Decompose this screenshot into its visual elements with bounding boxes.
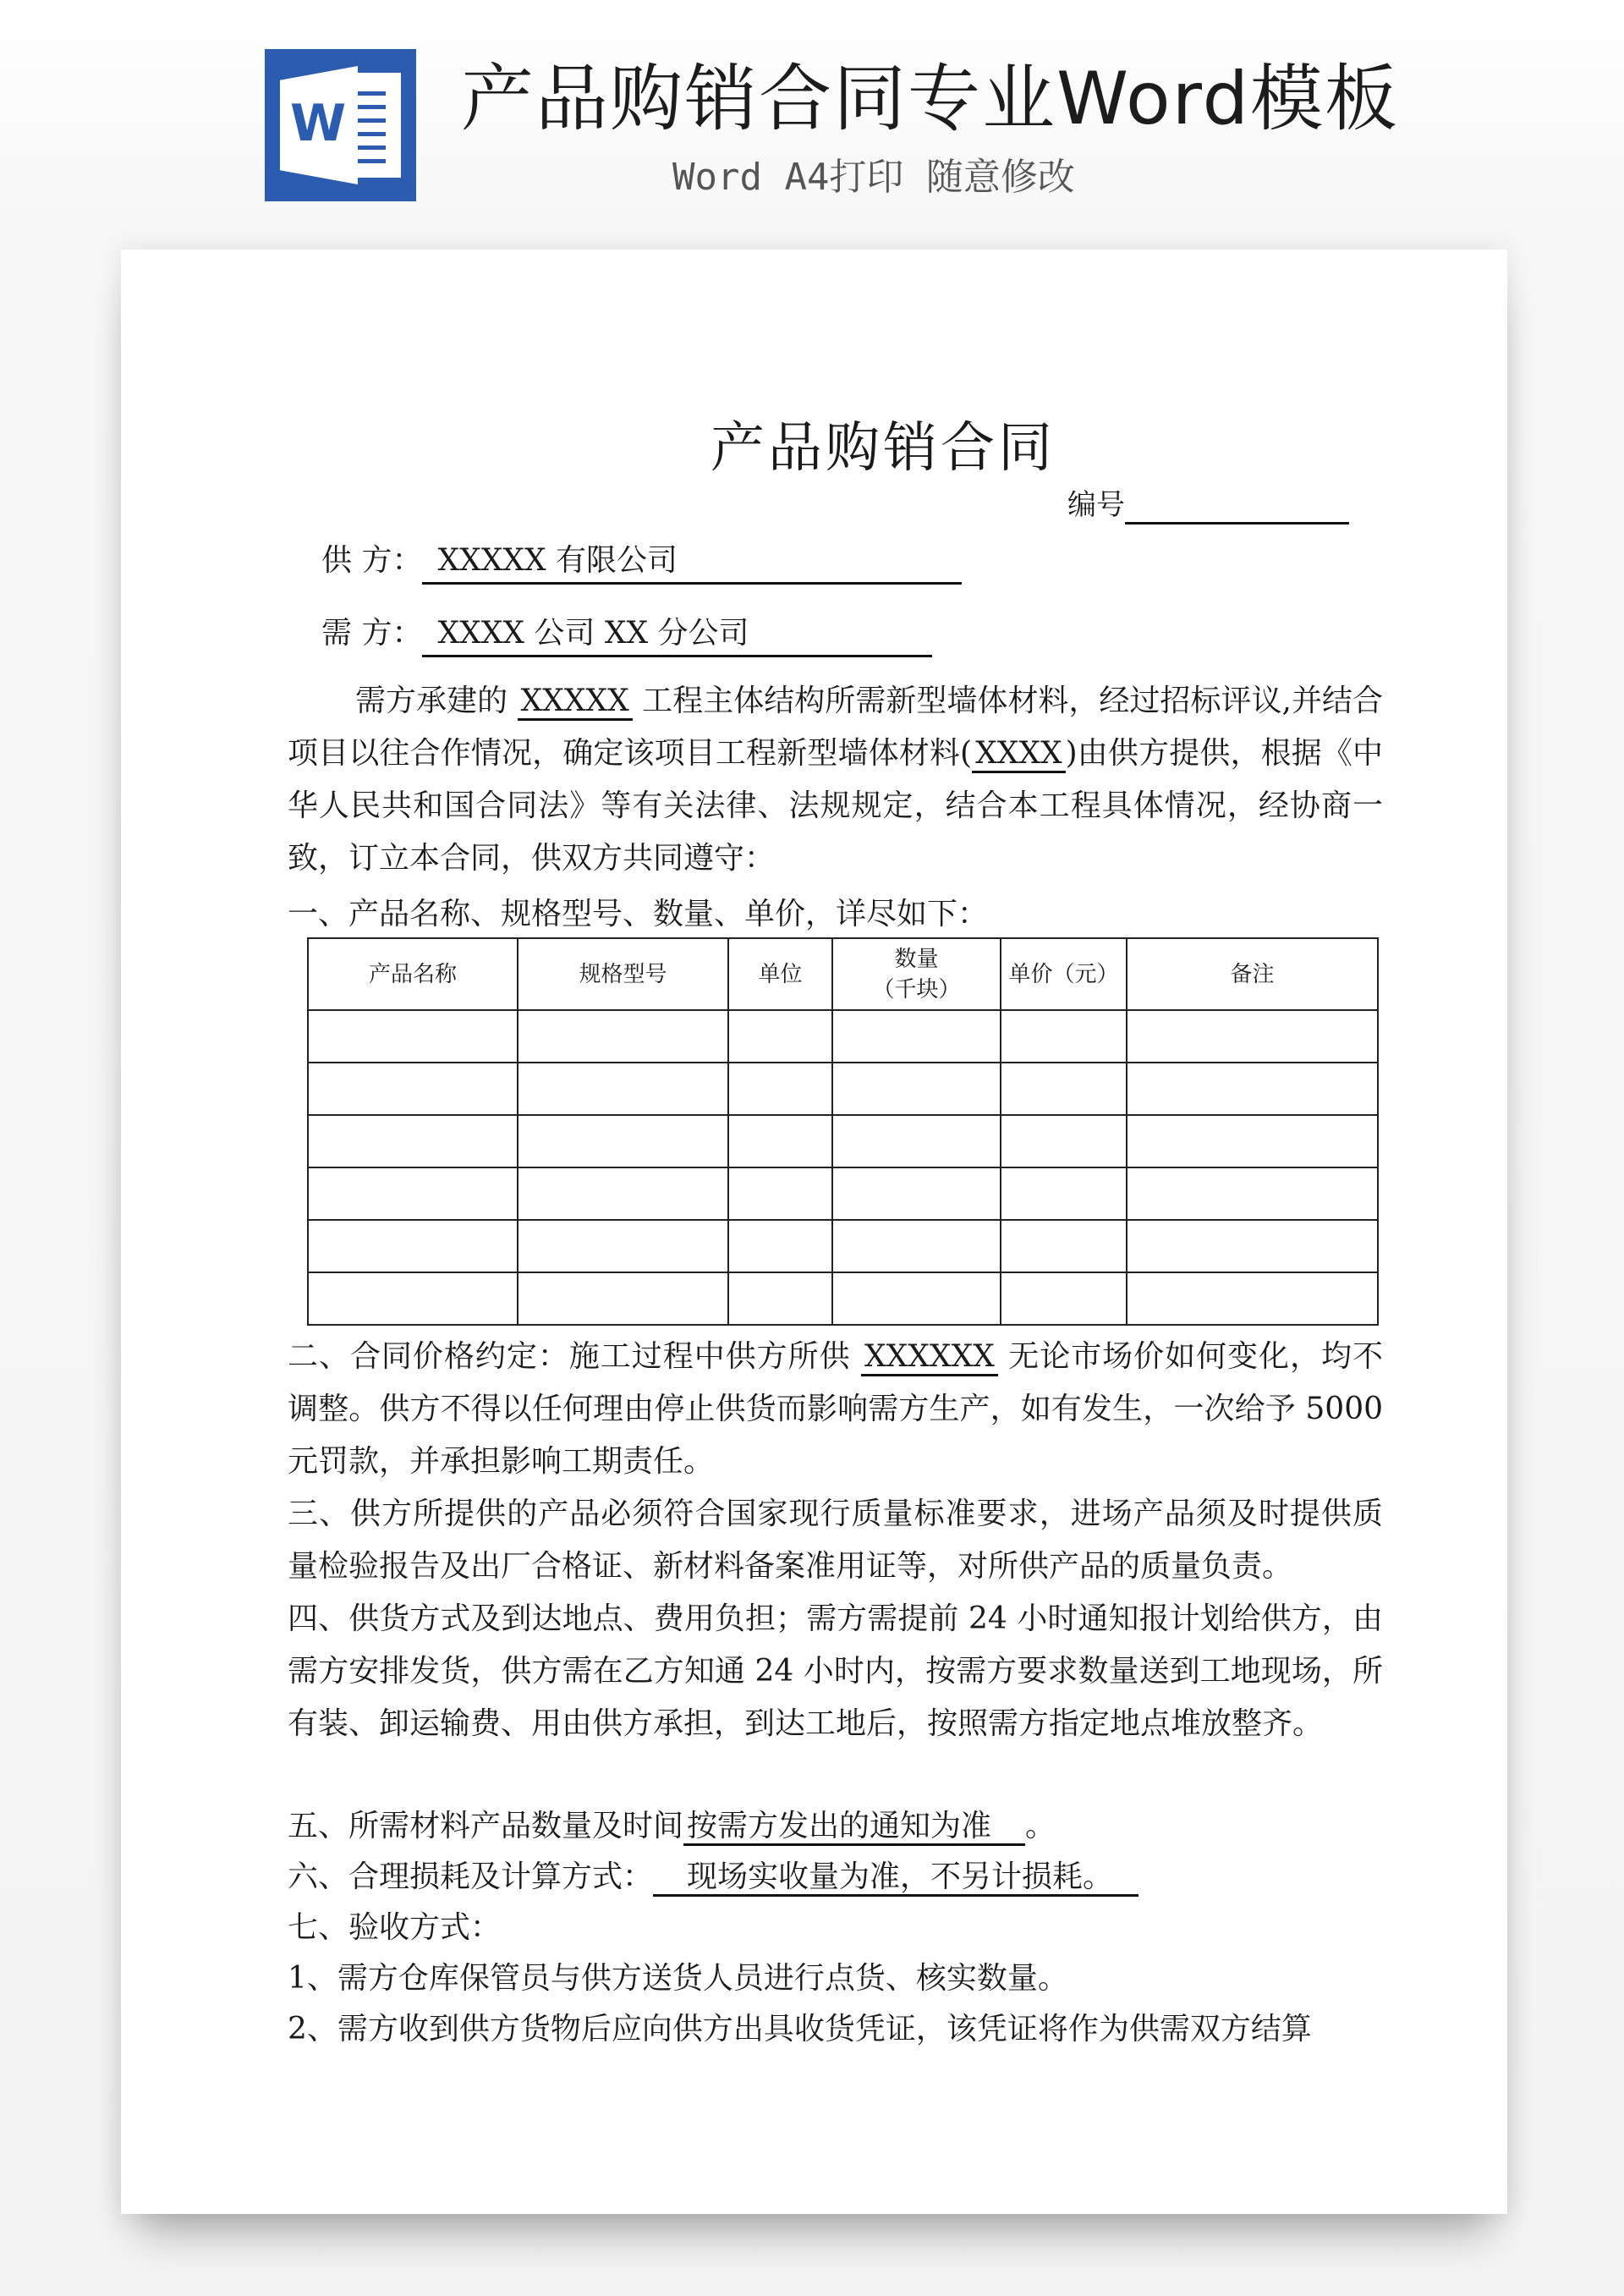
table-cell[interactable]: [1001, 1010, 1127, 1063]
header-product-name: 产品名称: [308, 938, 518, 1010]
intro-text-2: 工程主体结构所需新型墙体材料，经过招标评议,并结合项目以往合作情况，确定该项目工程新型墙体材料(: [288, 684, 1383, 771]
section-5-text: 五、所需材料产品数量及时间: [288, 1809, 684, 1843]
table-cell[interactable]: [832, 1063, 1001, 1115]
material-name-blank[interactable]: XXXX: [972, 736, 1066, 773]
header-quantity-line1: 数量: [894, 946, 939, 972]
table-cell[interactable]: [518, 1220, 728, 1272]
table-cell[interactable]: [728, 1063, 832, 1115]
table-header-row: [308, 938, 1378, 1010]
section-6-text: 六、合理损耗及计算方式：: [288, 1859, 654, 1894]
document-title: 产品购销合同: [710, 417, 1056, 480]
header-unit: 单位: [728, 938, 832, 1010]
table-cell[interactable]: [1001, 1115, 1127, 1167]
table-cell[interactable]: [308, 1010, 518, 1063]
header-spec-model: 规格型号: [518, 938, 728, 1010]
supplied-item-blank[interactable]: XXXXXX: [861, 1339, 998, 1376]
table-cell[interactable]: [1127, 1010, 1378, 1063]
supplier-value[interactable]: XXXXX 有限公司: [422, 540, 962, 585]
table-cell[interactable]: [1001, 1272, 1127, 1325]
intro-text-1: 需方承建的: [355, 684, 518, 718]
buyer-label: 需 方：: [321, 616, 423, 651]
intro-text-3: )由供方提供，根据《中华人民共和国合同法》等有关法律、法规规定，结合本工程具体情况，经协商一致，订立本合同，供双方共同遵守：: [288, 736, 1384, 876]
supplier-label: 供 方：: [321, 543, 423, 578]
table-cell[interactable]: [1127, 1272, 1378, 1325]
table-cell[interactable]: [308, 1063, 518, 1115]
section-2: [288, 1331, 1383, 1488]
table-cell[interactable]: [1127, 1220, 1378, 1272]
table-cell[interactable]: [308, 1272, 518, 1325]
section-6-underlined[interactable]: 现场实收量为准，不另计损耗。: [653, 1859, 1138, 1897]
table-cell[interactable]: [1127, 1167, 1378, 1220]
header-unit-price: 单价（元）: [1001, 938, 1127, 1010]
table-row: [308, 1272, 1378, 1325]
section-7-heading: 七、验收方式：: [288, 1910, 502, 1945]
table-cell[interactable]: [518, 1063, 728, 1115]
table-cell[interactable]: [832, 1220, 1001, 1272]
section-4: 四、供货方式及到达地点、费用负担；需方需提前 24 小时通知报计划给供方，由需方安排发货，供方需在乙方知通 24 小时内，按需方要求数量送到工地现场，所有装、卸运输费、用由供方承担，到达工地后，按照需方指定地点堆放整齐。: [288, 1601, 1383, 1741]
table-cell[interactable]: [518, 1115, 728, 1167]
table-cell[interactable]: [1001, 1220, 1127, 1272]
table-cell[interactable]: [832, 1010, 1001, 1063]
project-name-blank[interactable]: XXXXX: [518, 684, 633, 721]
table-cell[interactable]: [518, 1010, 728, 1063]
section-6: [288, 1851, 1383, 1903]
buyer-value[interactable]: XXXX 公司 XX 分公司: [422, 612, 932, 657]
serial-number-field[interactable]: [1067, 486, 1349, 525]
table-row: [308, 1063, 1378, 1115]
banner-title: 产品购销合同专业Word模板: [461, 57, 1400, 141]
intro-paragraph: [288, 675, 1383, 885]
section-5-end: 。: [1025, 1809, 1056, 1843]
table-cell[interactable]: [728, 1272, 832, 1325]
product-spec-table: [307, 937, 1379, 1326]
header-remarks: 备注: [1127, 938, 1378, 1010]
section-1-heading: 一、产品名称、规格型号、数量、单价，详尽如下：: [288, 897, 989, 931]
table-cell[interactable]: [308, 1220, 518, 1272]
table-cell[interactable]: [308, 1167, 518, 1220]
header-quantity: [832, 938, 1001, 1010]
table-cell[interactable]: [518, 1167, 728, 1220]
table-row: [308, 1220, 1378, 1272]
acceptance-item-2: 2、需方收到供方货物后应向供方出具收货凭证，该凭证将作为供需双方结算: [288, 2012, 1312, 2046]
table-cell[interactable]: [728, 1115, 832, 1167]
section-2-text-1: 二、合同价格约定：施工过程中供方所供: [288, 1339, 862, 1374]
table-body: [308, 1010, 1378, 1325]
table-cell[interactable]: [832, 1167, 1001, 1220]
table-cell[interactable]: [832, 1272, 1001, 1325]
table-cell[interactable]: [728, 1010, 832, 1063]
table-cell[interactable]: [728, 1167, 832, 1220]
table-cell[interactable]: [1001, 1167, 1127, 1220]
banner-subtitle: Word A4打印 随意修改: [672, 156, 1075, 199]
section-2-text-2: 无论市场价如何变化，均不调整。供方不得以任何理由停止供货而影响需方生产，如有发生，一次给予 5000 元罚款，并承担影响工期责任。: [288, 1339, 1383, 1479]
supplier-line: [321, 540, 962, 585]
table-cell[interactable]: [1001, 1063, 1127, 1115]
table-row: [308, 1167, 1378, 1220]
acceptance-item-1: 1、需方仓库保管员与供方送货人员进行点货、核实数量。: [288, 1961, 1068, 1996]
word-app-icon: [265, 49, 416, 201]
table-row: [308, 1115, 1378, 1167]
section-5-underlined[interactable]: 按需方发出的通知为准: [683, 1809, 1025, 1846]
buyer-line: [321, 612, 932, 657]
serial-number-label: 编号: [1067, 488, 1125, 522]
section-5: [288, 1800, 1383, 1853]
header-quantity-line2: （千块）: [872, 976, 961, 1002]
table-cell[interactable]: [518, 1272, 728, 1325]
table-cell[interactable]: [308, 1115, 518, 1167]
table-cell[interactable]: [728, 1220, 832, 1272]
word-letter-icon: W: [290, 94, 347, 153]
table-cell[interactable]: [832, 1115, 1001, 1167]
table-row: [308, 1010, 1378, 1063]
serial-number-blank[interactable]: [1125, 493, 1349, 525]
table-cell[interactable]: [1127, 1063, 1378, 1115]
section-3: 三、供方所提供的产品必须符合国家现行质量标准要求，进场产品须及时提供质量检验报告及出厂合格证、新材料备案准用证等，对所供产品的质量负责。: [288, 1497, 1383, 1584]
table-cell[interactable]: [1127, 1115, 1378, 1167]
